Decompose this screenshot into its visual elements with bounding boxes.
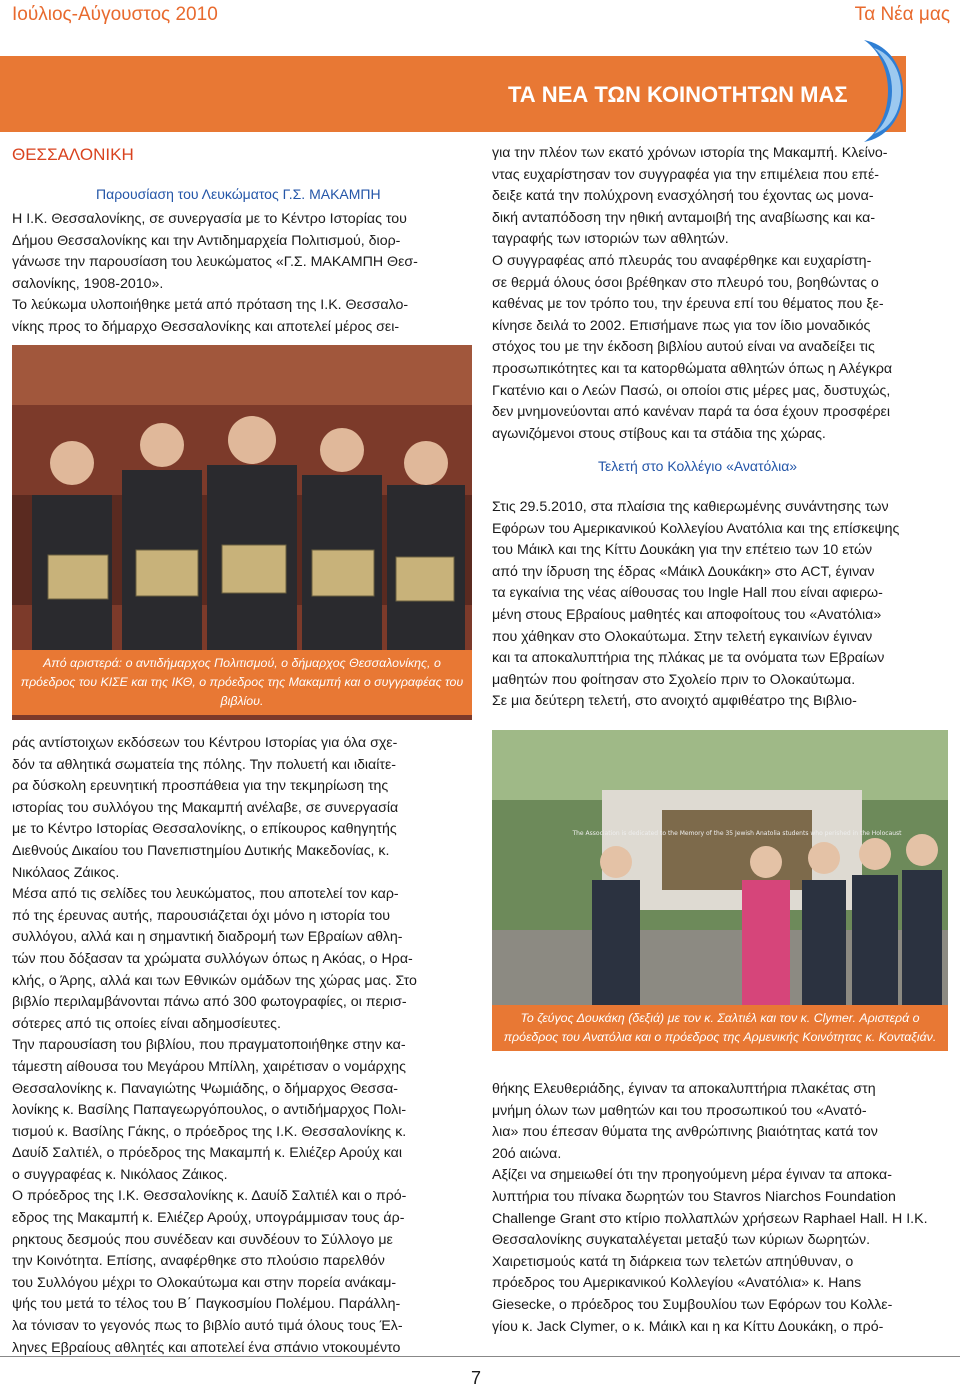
text-line: μαθητών που φοίτησαν στο Σχολείο πριν το Ολοκαύτωμα. bbox=[492, 671, 856, 688]
text-line: 20ό αιώνα. bbox=[492, 1145, 562, 1162]
intro-line: νίκης προς το δήμαρχο Θεσσαλονίκης και αποτελεί μέρος σει- bbox=[12, 318, 400, 335]
text-line: Νικόλαος Ζάικος. bbox=[12, 864, 120, 881]
text-line: Θεσσαλονίκης κ. Παναγιώτης Ψωμιάδης, ο δήμαρχος Θεσσα- bbox=[12, 1080, 398, 1097]
text-line: λυπτήρια του πίνακα δωρητών του Stavros Niarchos Foundation bbox=[492, 1188, 896, 1205]
text-line: Θεσσαλονίκης συγκαταλέγεται μεταξύ των κύριων δωρητών. bbox=[492, 1232, 871, 1249]
group-photo-caption: Από αριστερά: ο αντιδήμαρχος Πολιτισμού, ο δήμαρχος Θεσσαλονίκης, ο πρόεδρος του ΚΙΣΕ και της ΙΚΘ, ο πρόεδρος της Μακαμπή και ο συγγραφέας του βιβλίου. bbox=[12, 650, 472, 715]
footer-divider bbox=[0, 1356, 960, 1357]
text-line: Την παρουσίαση του βιβλίου, που πραγματοποιήθηκε στην κα- bbox=[12, 1037, 406, 1054]
text-line: του Συλλόγου μέχρι το Ολοκαύτωμα και στην πορεία ανάκαμ- bbox=[12, 1274, 397, 1291]
text-line: σότερες από τις οποίες είναι αδημοσίευτες. bbox=[12, 1015, 281, 1032]
text-line: καθένας με τον τρόπο του, την έρευνα επί του θέματος που ξε- bbox=[492, 296, 884, 313]
text-line: Μέσα από τις σελίδες του λευκώματος, που αποτελεί τον καρ- bbox=[12, 886, 399, 903]
article-title: Παρουσίαση του Λευκώματος Γ.Σ. ΜΑΚΑΜΠΗ bbox=[96, 186, 381, 202]
text-line: τών που δόξασαν τα χρώματα συλλόγων όπως η Ακόας, ο Ηρα- bbox=[12, 950, 413, 967]
text-line: λονίκης κ. Βασίλης Παπαγεωργόπουλος, ο αντιδήμαρχος Πολι- bbox=[12, 1102, 407, 1119]
plaque-text: The Association is dedicated to the Memory of the 35 Jewish Anatolia students who perished in the Holocaust bbox=[572, 830, 902, 837]
text-line: κίνησε δειλά το 2002. Επισήμανε πως για τον ίδιο μοναδικός bbox=[492, 317, 871, 334]
text-line: γίου κ. Jack Clymer, ο κ. Μάικλ και η κα Κίττυ Δουκάκη, ο πρό- bbox=[492, 1318, 884, 1335]
text-line: αγωνιζόμενοι στους στίβους και τα στάδια της χώρας. bbox=[492, 425, 826, 442]
text-line: Γκατένιο και ο Λεών Πασώ, οι οποίοι στις μέρες μας, δυστυχώς, bbox=[492, 382, 891, 399]
text-line: πό της έρευνας αυτής, παρουσιάζεται όχι μόνο η ιστορία του bbox=[12, 907, 391, 924]
text-line: ρα δύσκολη ερευνητική προσπάθεια για την τεκμηρίωση της bbox=[12, 778, 389, 795]
ceremony-photo-caption: Το ζεύγος Δουκάκη (δεξιά) με τον κ. Σαλτιέλ και τον κ. Clymer. Αριστερά ο πρόεδρος του Ανατόλια και ο πρόεδρος της Αρμενικής Κοινότητας κ. Κονταξιάν. bbox=[492, 1005, 948, 1051]
main-text bbox=[12, 733, 472, 1359]
text-line: τα εγκαίνια της νέας αίθουσας του Ingle Hall που είναι αφιερω- bbox=[492, 585, 883, 602]
text-line: προσωπικότητες και τα κατορθώματα αθλητών όπως η Αλέγκρα bbox=[492, 360, 893, 377]
text-line: δόν τα αθλητικά σωματεία της πόλης. Την πολυετή και ιδιαίτε- bbox=[12, 756, 397, 773]
text-line: πρόεδρος του Αμερικανικού Κολλεγίου «Ανατόλια» κ. Hans bbox=[492, 1275, 862, 1292]
intro-text bbox=[12, 209, 472, 339]
text-line: με το Κέντρο Ιστορίας Θεσσαλονίκης, ο επίκουρος καθηγητής bbox=[12, 821, 397, 838]
text-line: εδρος της Μακαμπή κ. Ελιέζερ Αρούχ, υπογράμμισαν τους άρ- bbox=[12, 1210, 405, 1227]
text-line: Giesecke, ο πρόεδρος του Συμβουλίου των Εφόρων του Κολλε- bbox=[492, 1296, 893, 1313]
closing-text bbox=[492, 1079, 948, 1338]
text-line: τάμεστη αίθουσα του Μεγάρου Μπίλλη, χαιρέτισαν ο νομάρχης bbox=[12, 1058, 406, 1075]
text-line: Σε μια δεύτερη τελετή, στο ανοιχτό αμφιθέατρο της Βιβλιο- bbox=[492, 693, 857, 710]
text-line: συλλόγου, αλλά και η σημαντική διαδρομή των Εβραίων αθλη- bbox=[12, 929, 403, 946]
text-line: σε θερμά όλους όσοι βρέθηκαν στο πλευρό του, βοηθώντας ο bbox=[492, 274, 879, 291]
text-line: ο συγγραφέας κ. Νικόλαος Ζάικος. bbox=[12, 1166, 228, 1183]
text-line: και τα αποκαλυπτήρια της πλάκας με τα ονόματα των Εβραίων bbox=[492, 650, 885, 667]
text-line: Ο συγγραφέας από πλευράς του αναφέρθηκε και ευχαρίστη- bbox=[492, 252, 872, 269]
text-line: λια» που έπεσαν θύματα της ανθρώπινης βιαιότητας κατά τον bbox=[492, 1124, 878, 1141]
magazine-name: Τα Νέα μας bbox=[854, 4, 950, 25]
intro-line: Η Ι.Κ. Θεσσαλονίκης, σε συνεργασία με το Κέντρο Ιστορίας του bbox=[12, 211, 407, 227]
crescent-decoration bbox=[858, 36, 922, 146]
text-line: για την πλέον των εκατό χρόνων ιστορία της Μακαμπή. Κλείνο- bbox=[492, 145, 888, 161]
issue-date: Ιούλιος-Αύγουστος 2010 bbox=[12, 4, 218, 25]
text-line: Εφόρων του Αμερικανικού Κολλεγίου Ανατόλια και της επίσκεψης bbox=[492, 520, 900, 537]
intro-line: Το λεύκωμα υλοποιήθηκε μετά από πρόταση της Ι.Κ. Θεσσαλο- bbox=[12, 297, 409, 314]
text-line: ληνες Εβραίους αθλητές και αποτελεί ένα σπάνιο ντοκουμέντο bbox=[12, 1339, 401, 1356]
text-line: ράς αντίστοιχων εκδόσεων του Κέντρου Ιστορίας για όλα σχε- bbox=[12, 735, 398, 751]
text-line: δική ανταπόδοση την ηθική ανταμοιβή της αναβίωσης και κα- bbox=[492, 209, 876, 226]
text-line: Αξίζει να σημειωθεί ότι την προηγούμενη μέρα έγιναν τα αποκα- bbox=[492, 1167, 892, 1184]
text-line: Δαυίδ Σαλτιέλ, ο πρόεδρος της Μακαμπή κ. Ελιέζερ Αρούχ και bbox=[12, 1145, 402, 1162]
text-line: στόχος του με την έκδοση βιβλίου αυτού είναι να αναδείξει τις bbox=[492, 339, 875, 356]
text-line: θήκης Ελευθεριάδης, έγιναν τα αποκαλυπτήρια πλακέτας στη bbox=[492, 1081, 876, 1097]
text-line: ψής του μετά το τέλος του Β΄ Παγκοσμίου Πολέμου. Παράλλη- bbox=[12, 1296, 401, 1313]
text-line: Ο πρόεδρος της Ι.Κ. Θεσσαλονίκης κ. Δαυίδ Σαλτιέλ και ο πρό- bbox=[12, 1188, 407, 1205]
text-line: δειξε κατά την πολύχρονη ενασχόλησή του έχοντας ως μονα- bbox=[492, 188, 874, 205]
text-line: μνήμη όλων των μαθητών και του προσωπικού του «Ανατό- bbox=[492, 1102, 867, 1119]
event-title: Τελετή στο Κολλέγιο «Ανατόλια» bbox=[598, 458, 798, 474]
text-line: βιβλίο περιλαμβάνονται πάνω από 300 φωτογραφίες, οι περισ- bbox=[12, 994, 407, 1011]
city-heading: ΘΕΣΣΑΛΟΝΙΚΗ bbox=[12, 145, 134, 164]
intro-line: σαλονίκης, 1908-2010». bbox=[12, 275, 164, 292]
text-line: ταγραφής των ιστοριών των αθλητών. bbox=[492, 231, 729, 248]
text-line: ρηκτους δεσμούς που συνέδεαν και συνδέουν το Σύλλογο με bbox=[12, 1231, 393, 1248]
intro-line: γάνωσε την παρουσίαση του λευκώματος «Γ.Σ. ΜΑΚΑΜΠΗ Θεσ- bbox=[12, 254, 418, 271]
text-line: Challenge Grant στο κτίριο πολλαπλών χρήσεων Raphael Hall. Η Ι.Κ. bbox=[492, 1210, 928, 1227]
section-title: ΤΑ ΝΕΑ ΤΩΝ ΚΟΙΝΟΤΗΤΩΝ ΜΑΣ bbox=[508, 82, 848, 107]
text-line: λα τόνισαν το γεγονός πως το βιβλίο αυτό τιμά όλους τους Έλ- bbox=[12, 1318, 403, 1335]
text-line: ιστορίας του συλλόγου της Μακαμπή ανέλαβε, σε συνεργασία bbox=[12, 799, 399, 816]
text-line: από την ίδρυση της έδρας «Μάικλ Δουκάκη» στο ACT, έγιναν bbox=[492, 563, 875, 580]
text-line: που χάθηκαν στο Ολοκαύτωμα. Στην τελετή εγκαινίων έγιναν bbox=[492, 628, 873, 645]
text-line: Διεθνούς Δικαίου του Πανεπιστημίου Δυτικής Μακεδονίας, κ. bbox=[12, 842, 390, 859]
intro-line: Δήμου Θεσσαλονίκης και την Αντιδημαρχεία Πολιτισμού, διορ- bbox=[12, 232, 401, 249]
event-text bbox=[492, 497, 948, 713]
text-line: δεν μνημονεύονται από κανέναν παρά τα όσα έχουν προσφέρει bbox=[492, 404, 891, 421]
ceremony-photo bbox=[492, 730, 948, 1030]
text-line: του Μάικλ και της Κίττυ Δουκάκη για την επέτειο των 10 ετών bbox=[492, 542, 873, 559]
text-line: κλής, ο Άρης, αλλά και των Εθνικών ομάδων της χώρας μας. Στο bbox=[12, 972, 417, 989]
text-line: Στις 29.5.2010, στα πλαίσια της καθιερωμένης συνάντησης των bbox=[492, 499, 889, 515]
text-line: την Κοινότητα. Επίσης, αναφέρθηκε στο πλούσιο παρελθόν bbox=[12, 1253, 385, 1270]
page-number: 7 bbox=[471, 1368, 482, 1388]
text-line: τισμού κ. Βασίλης Γάκης, ο πρόεδρος της Ι.Κ. Θεσσαλονίκης κ. bbox=[12, 1123, 407, 1140]
text-line: Χαιρετισμούς κατά τη διάρκεια των τελετών απηύθυναν, ο bbox=[492, 1253, 854, 1270]
text-line: μένη στους Εβραίους μαθητές και αποφοίτους του «Ανατόλια» bbox=[492, 606, 882, 623]
right-column-text bbox=[492, 143, 948, 445]
text-line: ντας ευχαρίστησαν τον συγγραφέα για την επιμέλεια που επέ- bbox=[492, 166, 880, 183]
